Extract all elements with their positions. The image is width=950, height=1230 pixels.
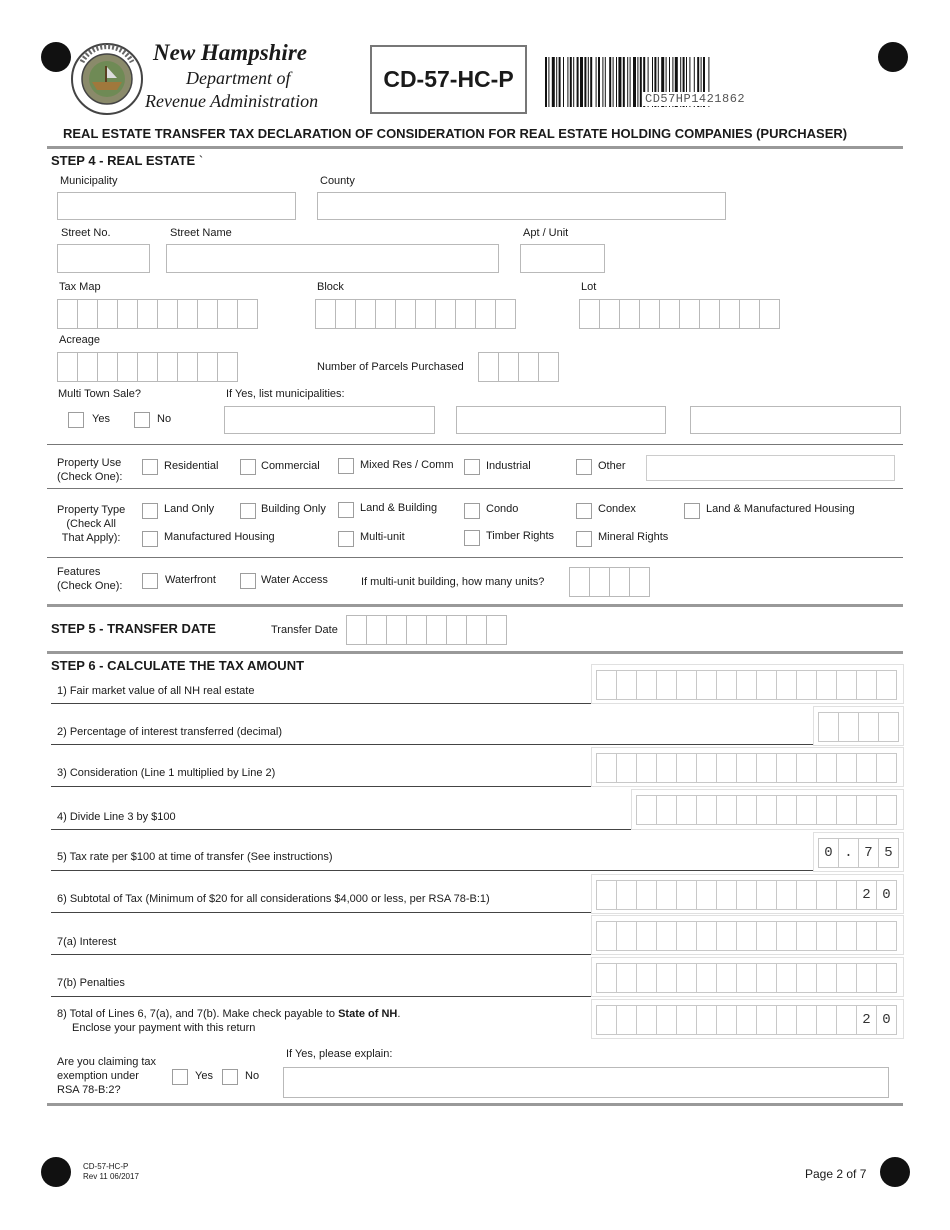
digit-cell: 7 bbox=[859, 839, 879, 867]
divider bbox=[47, 651, 903, 654]
digit-cell bbox=[717, 671, 737, 699]
digit-cell bbox=[877, 922, 897, 950]
tax-map-label: Tax Map bbox=[59, 281, 101, 293]
divider bbox=[47, 557, 903, 558]
divider bbox=[47, 488, 903, 489]
acreage-input[interactable] bbox=[57, 352, 238, 382]
digit-cell bbox=[657, 671, 677, 699]
digit-cell bbox=[737, 1006, 757, 1034]
digit-cell bbox=[597, 1006, 617, 1034]
digit-cell bbox=[797, 1006, 817, 1034]
line2-label: 2) Percentage of interest transferred (decimal) bbox=[57, 726, 282, 738]
property-type-label: Property Type (Check All That Apply): bbox=[57, 504, 126, 544]
digit-cell bbox=[496, 300, 516, 328]
form-id: CD-57-HC-P bbox=[383, 66, 514, 92]
digit-cell bbox=[777, 922, 797, 950]
digit-cell bbox=[407, 616, 427, 644]
digit-cell bbox=[777, 754, 797, 782]
digit-cell bbox=[617, 1006, 637, 1034]
lot-label: Lot bbox=[581, 281, 597, 293]
digit-cell bbox=[637, 964, 657, 992]
line1-label: 1) Fair market value of all NH real estate bbox=[57, 685, 255, 697]
transfer-date-label: Transfer Date bbox=[271, 624, 338, 636]
type-land-building-label: Land & Building bbox=[360, 502, 438, 514]
digit-cell bbox=[476, 300, 496, 328]
type-land-manufactured-checkbox[interactable] bbox=[684, 503, 700, 519]
digit-cell bbox=[637, 1006, 657, 1034]
digit-cell bbox=[857, 796, 877, 824]
digit-cell bbox=[597, 964, 617, 992]
digit-cell bbox=[617, 671, 637, 699]
digit-cell bbox=[839, 713, 859, 741]
digit-cell bbox=[717, 881, 737, 909]
line4-input[interactable] bbox=[636, 795, 897, 825]
digit-cell bbox=[597, 922, 617, 950]
digit-cell bbox=[737, 796, 757, 824]
digit-cell bbox=[539, 353, 559, 381]
digit-cell bbox=[757, 754, 777, 782]
use-other-label: Other bbox=[598, 460, 626, 472]
line7b-rule bbox=[51, 996, 591, 997]
digit-cell bbox=[620, 300, 640, 328]
digit-cell bbox=[580, 300, 600, 328]
apt-unit-label: Apt / Unit bbox=[523, 227, 569, 239]
multi-town-yes-checkbox[interactable] bbox=[68, 412, 84, 428]
digit-cell bbox=[879, 713, 899, 741]
street-name-input[interactable] bbox=[166, 244, 499, 273]
digit-cell bbox=[740, 300, 760, 328]
exemption-yes-checkbox[interactable] bbox=[172, 1069, 188, 1085]
use-mixed-label: Mixed Res / Comm bbox=[360, 459, 454, 471]
digit-cell bbox=[837, 1006, 857, 1034]
line1-rule bbox=[51, 703, 591, 704]
exemption-no-checkbox[interactable] bbox=[222, 1069, 238, 1085]
type-timber-label: Timber Rights bbox=[486, 530, 555, 542]
digit-cell bbox=[877, 964, 897, 992]
digit-cell bbox=[376, 300, 396, 328]
divider bbox=[47, 1103, 903, 1106]
digit-cell bbox=[218, 300, 238, 328]
features-label: Features (Check One): bbox=[57, 566, 123, 592]
digit-cell bbox=[637, 754, 657, 782]
line1-input[interactable] bbox=[596, 670, 897, 700]
digit-cell bbox=[817, 964, 837, 992]
digit-cell bbox=[677, 754, 697, 782]
digit-cell bbox=[697, 881, 717, 909]
digit-cell bbox=[610, 568, 630, 596]
digit-cell bbox=[138, 353, 158, 381]
digit-cell bbox=[637, 671, 657, 699]
digit-cell bbox=[837, 964, 857, 992]
type-building-only-label: Building Only bbox=[261, 503, 326, 515]
state-seal bbox=[70, 42, 144, 116]
digit-cell bbox=[617, 964, 637, 992]
type-manufactured-label: Manufactured Housing bbox=[164, 531, 275, 543]
digit-cell bbox=[837, 922, 857, 950]
digit-cell bbox=[797, 671, 817, 699]
line7a-rule bbox=[51, 954, 591, 955]
digit-cell bbox=[859, 713, 879, 741]
footer-revision: Rev 11 06/2017 bbox=[83, 1172, 139, 1181]
form-title: REAL ESTATE TRANSFER TAX DECLARATION OF CONSIDERATION FOR REAL ESTATE HOLDING COMPANIES (PURCHASER) bbox=[63, 126, 848, 141]
line7b-label: 7(b) Penalties bbox=[57, 977, 125, 989]
digit-cell bbox=[817, 881, 837, 909]
municipality-list-input-1[interactable] bbox=[224, 406, 435, 434]
digit-cell bbox=[797, 754, 817, 782]
digit-cell bbox=[737, 754, 757, 782]
digit-cell bbox=[757, 671, 777, 699]
line5-input[interactable] bbox=[818, 838, 899, 868]
digit-cell bbox=[416, 300, 436, 328]
explain-input[interactable] bbox=[283, 1067, 889, 1098]
units-count-input[interactable] bbox=[569, 567, 650, 597]
digit-cell bbox=[757, 881, 777, 909]
property-use-label: Property Use (Check One): bbox=[57, 457, 123, 483]
digit-cell bbox=[877, 796, 897, 824]
digit-cell bbox=[427, 616, 447, 644]
block-input[interactable] bbox=[315, 299, 516, 329]
exemption-yes-label: Yes bbox=[195, 1070, 213, 1082]
feature-water-access-label: Water Access bbox=[261, 574, 328, 586]
barcode-text: CD57HP1421862 bbox=[645, 92, 746, 106]
type-condo-checkbox[interactable] bbox=[464, 503, 480, 519]
digit-cell bbox=[837, 671, 857, 699]
line7a-label: 7(a) Interest bbox=[57, 936, 117, 948]
digit-cell bbox=[877, 671, 897, 699]
digit-cell bbox=[158, 353, 178, 381]
digit-cell bbox=[677, 1006, 697, 1034]
line7b-input[interactable] bbox=[596, 963, 897, 993]
page-number: Page 2 of 7 bbox=[805, 1167, 867, 1181]
form-id-box bbox=[370, 45, 527, 114]
digit-cell bbox=[777, 796, 797, 824]
digit-cell bbox=[817, 1006, 837, 1034]
use-other-checkbox[interactable] bbox=[576, 459, 592, 475]
digit-cell bbox=[737, 671, 757, 699]
digit-cell bbox=[218, 353, 238, 381]
divider bbox=[47, 146, 903, 149]
use-residential-label: Residential bbox=[164, 460, 219, 472]
agency-division: Revenue Administration bbox=[145, 91, 319, 111]
digit-cell bbox=[857, 964, 877, 992]
digit-cell: . bbox=[839, 839, 859, 867]
digit-cell bbox=[178, 353, 198, 381]
exemption-no-label: No bbox=[245, 1070, 260, 1082]
feature-waterfront-checkbox[interactable] bbox=[142, 573, 158, 589]
type-manufactured-checkbox[interactable] bbox=[142, 531, 158, 547]
apt-unit-input[interactable] bbox=[520, 244, 605, 273]
use-commercial-checkbox[interactable] bbox=[240, 459, 256, 475]
exemption-label: Are you claiming tax exemption under RSA 78-B:2? bbox=[57, 1056, 157, 1096]
type-land-only-label: Land Only bbox=[164, 503, 215, 515]
line3-input[interactable] bbox=[596, 753, 897, 783]
digit-cell bbox=[118, 353, 138, 381]
digit-cell bbox=[637, 922, 657, 950]
use-industrial-checkbox[interactable] bbox=[464, 459, 480, 475]
digit-cell bbox=[617, 754, 637, 782]
registration-mark-bottom-right bbox=[880, 1157, 910, 1187]
type-condex-checkbox[interactable] bbox=[576, 503, 592, 519]
line3-label: 3) Consideration (Line 1 multiplied by Line 2) bbox=[57, 767, 276, 779]
digit-cell bbox=[657, 1006, 677, 1034]
digit-cell bbox=[78, 353, 98, 381]
digit-cell bbox=[78, 300, 98, 328]
digit-cell bbox=[58, 353, 78, 381]
digit-cell bbox=[697, 922, 717, 950]
digit-cell bbox=[597, 671, 617, 699]
explain-label: If Yes, please explain: bbox=[286, 1048, 393, 1060]
digit-cell bbox=[717, 1006, 737, 1034]
digit-cell bbox=[347, 616, 367, 644]
digit-cell bbox=[757, 964, 777, 992]
municipality-label: Municipality bbox=[60, 175, 118, 187]
registration-mark-top-left bbox=[41, 42, 71, 72]
digit-cell bbox=[717, 964, 737, 992]
digit-cell bbox=[657, 922, 677, 950]
type-timber-checkbox[interactable] bbox=[464, 530, 480, 546]
digit-cell bbox=[797, 796, 817, 824]
type-building-only-checkbox[interactable] bbox=[240, 503, 256, 519]
step4-title: STEP 4 - REAL ESTATE ` bbox=[51, 153, 204, 168]
digit-cell bbox=[597, 881, 617, 909]
line2-rule bbox=[51, 744, 814, 745]
digit-cell bbox=[757, 796, 777, 824]
agency-name: New Hampshire bbox=[153, 40, 307, 65]
digit-cell bbox=[760, 300, 780, 328]
digit-cell: 2 bbox=[857, 881, 877, 909]
digit-cell bbox=[677, 881, 697, 909]
county-label: County bbox=[320, 175, 355, 187]
digit-cell bbox=[777, 1006, 797, 1034]
digit-cell bbox=[857, 754, 877, 782]
line6-label: 6) Subtotal of Tax (Minimum of $20 for all considerations $4,000 or less, per RSA 78-B:1) bbox=[57, 893, 490, 905]
footer-form-id: CD-57-HC-P bbox=[83, 1162, 129, 1171]
digit-cell bbox=[657, 754, 677, 782]
use-other-input[interactable] bbox=[646, 455, 895, 481]
digit-cell bbox=[877, 754, 897, 782]
digit-cell bbox=[387, 616, 407, 644]
digit-cell bbox=[857, 922, 877, 950]
feature-waterfront-label: Waterfront bbox=[165, 574, 216, 586]
digit-cell bbox=[677, 922, 697, 950]
digit-cell bbox=[98, 353, 118, 381]
digit-cell bbox=[447, 616, 467, 644]
digit-cell bbox=[677, 964, 697, 992]
digit-cell bbox=[158, 300, 178, 328]
type-multi-unit-label: Multi-unit bbox=[360, 531, 405, 543]
digit-cell bbox=[138, 300, 158, 328]
line6-input[interactable] bbox=[596, 880, 897, 910]
digit-cell bbox=[697, 1006, 717, 1034]
digit-cell bbox=[717, 754, 737, 782]
digit-cell bbox=[600, 300, 620, 328]
digit-cell bbox=[336, 300, 356, 328]
digit-cell bbox=[630, 568, 650, 596]
digit-cell bbox=[777, 881, 797, 909]
digit-cell bbox=[436, 300, 456, 328]
digit-cell bbox=[817, 796, 837, 824]
digit-cell bbox=[697, 964, 717, 992]
line4-label: 4) Divide Line 3 by $100 bbox=[57, 811, 176, 823]
digit-cell bbox=[238, 300, 258, 328]
digit-cell bbox=[717, 922, 737, 950]
line8-label: 8) Total of Lines 6, 7(a), and 7(b). Make check payable to State of NH. Enclose your payment with this return bbox=[57, 1008, 401, 1034]
divider bbox=[47, 444, 903, 445]
digit-cell bbox=[198, 353, 218, 381]
acreage-label: Acreage bbox=[59, 334, 100, 346]
line2-input[interactable] bbox=[818, 712, 899, 742]
digit-cell bbox=[570, 568, 590, 596]
multi-town-label: Multi Town Sale? bbox=[58, 388, 141, 400]
digit-cell bbox=[757, 922, 777, 950]
type-condex-label: Condex bbox=[598, 503, 636, 515]
digit-cell bbox=[819, 713, 839, 741]
type-land-building-checkbox[interactable] bbox=[338, 502, 354, 518]
digit-cell bbox=[396, 300, 416, 328]
line8-input[interactable] bbox=[596, 1005, 897, 1035]
municipality-list-input-2[interactable] bbox=[456, 406, 666, 434]
digit-cell bbox=[677, 671, 697, 699]
digit-cell bbox=[499, 353, 519, 381]
parcels-input[interactable] bbox=[478, 352, 559, 382]
digit-cell bbox=[837, 881, 857, 909]
lot-input[interactable] bbox=[579, 299, 780, 329]
digit-cell bbox=[617, 881, 637, 909]
line6-rule bbox=[51, 912, 591, 913]
digit-cell bbox=[367, 616, 387, 644]
step6-title: STEP 6 - CALCULATE THE TAX AMOUNT bbox=[51, 658, 305, 673]
street-no-label: Street No. bbox=[61, 227, 111, 239]
digit-cell bbox=[700, 300, 720, 328]
municipality-list-input-3[interactable] bbox=[690, 406, 901, 434]
digit-cell: 0 bbox=[877, 881, 897, 909]
digit-cell bbox=[58, 300, 78, 328]
digit-cell bbox=[590, 568, 610, 596]
multi-town-yes-label: Yes bbox=[92, 413, 110, 425]
registration-mark-bottom-left bbox=[41, 1157, 71, 1187]
municipalities-list-label: If Yes, list municipalities: bbox=[226, 388, 345, 400]
multi-town-no-checkbox[interactable] bbox=[134, 412, 150, 428]
digit-cell bbox=[797, 922, 817, 950]
digit-cell bbox=[817, 671, 837, 699]
use-mixed-checkbox[interactable] bbox=[338, 458, 354, 474]
multi-town-no-label: No bbox=[157, 413, 172, 425]
digit-cell bbox=[617, 922, 637, 950]
line3-rule bbox=[51, 786, 591, 787]
digit-cell bbox=[356, 300, 376, 328]
digit-cell bbox=[479, 353, 499, 381]
digit-cell bbox=[720, 300, 740, 328]
digit-cell bbox=[519, 353, 539, 381]
parcels-label: Number of Parcels Purchased bbox=[317, 361, 464, 373]
municipality-input[interactable] bbox=[57, 192, 296, 220]
digit-cell: 0 bbox=[819, 839, 839, 867]
digit-cell bbox=[737, 922, 757, 950]
type-land-manufactured-label: Land & Manufactured Housing bbox=[706, 503, 855, 515]
line5-label: 5) Tax rate per $100 at time of transfer (See instructions) bbox=[57, 851, 333, 863]
line4-rule bbox=[51, 829, 631, 830]
use-residential-checkbox[interactable] bbox=[142, 459, 158, 475]
registration-mark-top-right bbox=[878, 42, 908, 72]
block-label: Block bbox=[317, 281, 344, 293]
type-multi-unit-checkbox[interactable] bbox=[338, 531, 354, 547]
digit-cell bbox=[777, 671, 797, 699]
digit-cell bbox=[657, 796, 677, 824]
agency-department: Department of bbox=[186, 68, 291, 88]
type-mineral-label: Mineral Rights bbox=[598, 531, 669, 543]
tax-map-input[interactable] bbox=[57, 299, 258, 329]
digit-cell bbox=[737, 964, 757, 992]
digit-cell bbox=[467, 616, 487, 644]
digit-cell bbox=[697, 671, 717, 699]
divider bbox=[47, 604, 903, 607]
digit-cell bbox=[680, 300, 700, 328]
digit-cell: 5 bbox=[879, 839, 899, 867]
digit-cell bbox=[660, 300, 680, 328]
use-industrial-label: Industrial bbox=[486, 460, 531, 472]
county-input[interactable] bbox=[317, 192, 726, 220]
digit-cell bbox=[717, 796, 737, 824]
type-condo-label: Condo bbox=[486, 503, 519, 515]
digit-cell bbox=[797, 881, 817, 909]
multi-unit-question: If multi-unit building, how many units? bbox=[361, 576, 545, 588]
digit-cell bbox=[98, 300, 118, 328]
digit-cell bbox=[737, 881, 757, 909]
digit-cell bbox=[697, 796, 717, 824]
transfer-date-input[interactable] bbox=[346, 615, 507, 645]
street-name-label: Street Name bbox=[170, 227, 232, 239]
digit-cell bbox=[456, 300, 476, 328]
digit-cell bbox=[198, 300, 218, 328]
digit-cell: 2 bbox=[857, 1006, 877, 1034]
digit-cell bbox=[487, 616, 507, 644]
digit-cell bbox=[178, 300, 198, 328]
digit-cell bbox=[857, 671, 877, 699]
type-land-only-checkbox[interactable] bbox=[142, 503, 158, 519]
digit-cell bbox=[597, 754, 617, 782]
step5-title: STEP 5 - TRANSFER DATE bbox=[51, 621, 216, 636]
digit-cell bbox=[637, 881, 657, 909]
digit-cell bbox=[637, 796, 657, 824]
line7a-input[interactable] bbox=[596, 921, 897, 951]
digit-cell bbox=[797, 964, 817, 992]
street-no-input[interactable] bbox=[57, 244, 150, 273]
digit-cell bbox=[757, 1006, 777, 1034]
digit-cell bbox=[697, 754, 717, 782]
digit-cell bbox=[657, 881, 677, 909]
digit-cell bbox=[316, 300, 336, 328]
digit-cell bbox=[677, 796, 697, 824]
line5-rule bbox=[51, 870, 814, 871]
digit-cell bbox=[657, 964, 677, 992]
digit-cell: 0 bbox=[877, 1006, 897, 1034]
digit-cell bbox=[837, 796, 857, 824]
digit-cell bbox=[817, 754, 837, 782]
digit-cell bbox=[118, 300, 138, 328]
type-mineral-checkbox[interactable] bbox=[576, 531, 592, 547]
use-commercial-label: Commercial bbox=[261, 460, 320, 472]
feature-water-access-checkbox[interactable] bbox=[240, 573, 256, 589]
digit-cell bbox=[640, 300, 660, 328]
digit-cell bbox=[817, 922, 837, 950]
digit-cell bbox=[837, 754, 857, 782]
digit-cell bbox=[777, 964, 797, 992]
